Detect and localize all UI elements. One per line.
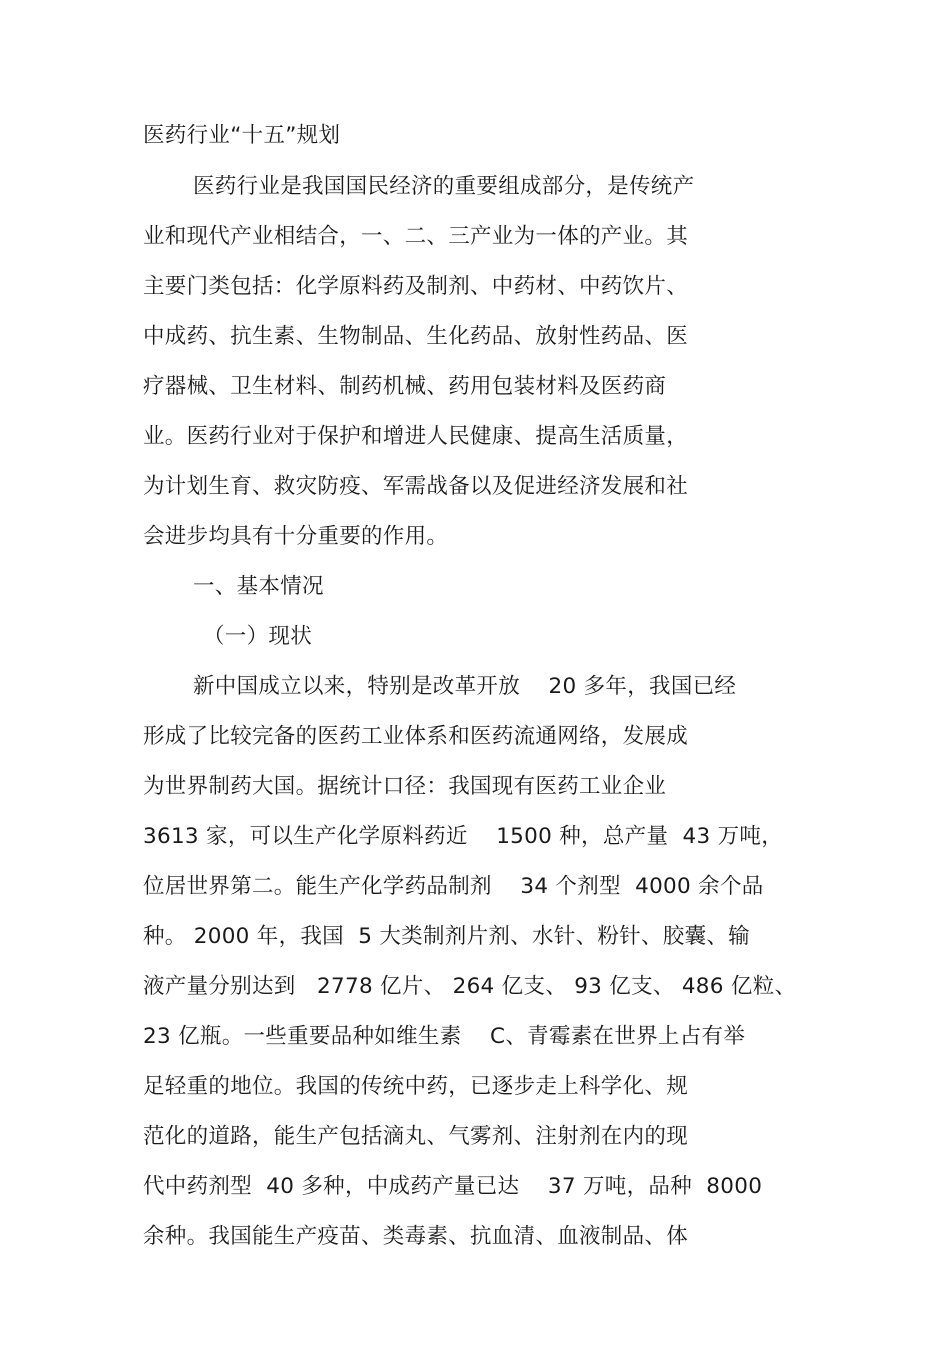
paragraph-line: 为世界制药大国。据统计口径：我国现有医药工业企业	[143, 774, 667, 799]
paragraph-line: 3613 家，可以生产化学原料药近 1500 种，总产量 43 万吨，	[143, 824, 783, 849]
paragraph-line: 范化的道路，能生产包括滴丸、气雾剂、注射剂在内的现	[143, 1124, 689, 1149]
paragraph-line: 疗器械、卫生材料、制药机械、药用包装材料及医药商	[143, 374, 667, 399]
paragraph-line: 足轻重的地位。我国的传统中药，已逐步走上科学化、规	[143, 1074, 689, 1099]
paragraph-line: 位居世界第二。能生产化学药品制剂 34 个剂型 4000 余个品	[143, 874, 764, 899]
paragraph-line: 业和现代产业相结合，一、二、三产业为一体的产业。其	[143, 224, 689, 249]
section-heading: 一、基本情况	[193, 574, 324, 599]
paragraph-line: 医药行业是我国国民经济的重要组成部分，是传统产	[193, 174, 695, 199]
paragraph-line: 会进步均具有十分重要的作用。	[143, 524, 449, 549]
paragraph-line: 形成了比较完备的医药工业体系和医药流通网络，发展成	[143, 724, 689, 749]
paragraph-line: 种。 2000 年，我国 5 大类制剂片剂、水针、粉针、胶囊、输	[143, 924, 750, 949]
document-title: 医药行业“十五”规划	[143, 123, 341, 148]
paragraph-line: 液产量分别达到 2778 亿片、 264 亿支、 93 亿支、 486 亿粒、	[143, 974, 797, 999]
paragraph-line: 23 亿瓶。一些重要品种如维生素 C、青霉素在世界上占有举	[143, 1024, 746, 1049]
subsection-heading: （一）现状	[203, 624, 313, 649]
paragraph-line: 新中国成立以来，特别是改革开放 20 多年，我国已经	[193, 674, 737, 699]
paragraph-line: 中成药、抗生素、生物制品、生化药品、放射性药品、医	[143, 324, 689, 349]
paragraph-line: 业。医药行业对于保护和增进人民健康、提高生活质量，	[143, 424, 689, 449]
paragraph-line: 主要门类包括：化学原料药及制剂、中药材、中药饮片、	[143, 274, 689, 299]
paragraph-line: 代中药剂型 40 多种，中成药产量已达 37 万吨，品种 8000	[143, 1174, 763, 1199]
paragraph-line: 为计划生育、救灾防疫、军需战备以及促进经济发展和社	[143, 474, 689, 499]
paragraph-line: 余种。我国能生产疫苗、类毒素、抗血清、血液制品、体	[143, 1224, 689, 1249]
